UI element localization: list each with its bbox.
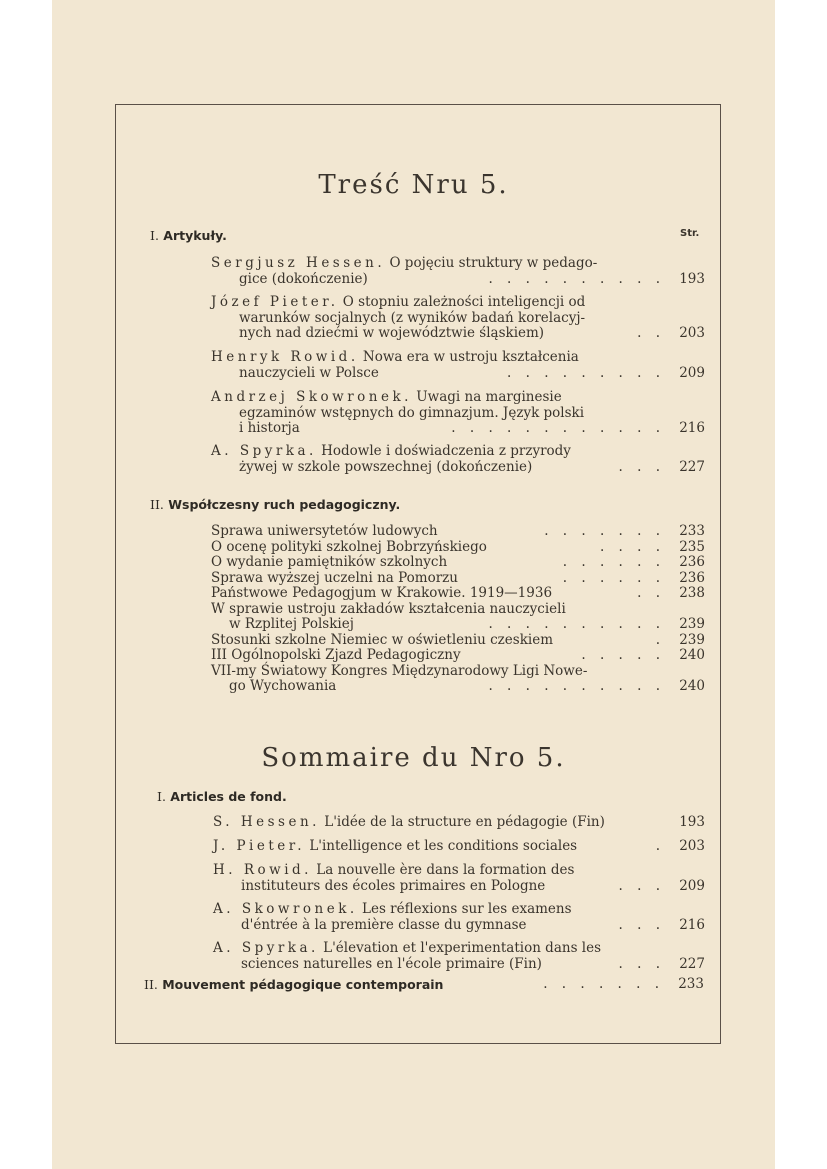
- pl-article-4-line-2: [211, 406, 705, 422]
- pl-section-2-label: Współczesny ruch pedagogiczny.: [168, 497, 401, 512]
- movement-item-line-1: [211, 586, 705, 602]
- pl-article-4: [211, 390, 705, 437]
- article-title-part: L'intelligence et les conditions sociales: [309, 838, 578, 854]
- fr-article-3: [213, 863, 705, 894]
- movement-item-line-1: [211, 648, 705, 664]
- pl-article-1-line-2: [211, 272, 705, 288]
- fr-article-4-line-2: [213, 918, 705, 934]
- pl-article-1-line-1: [211, 256, 705, 272]
- movement-item-dots: . . . . . .: [562, 554, 665, 570]
- pl-article-2-line-1: [211, 295, 705, 311]
- pl-movement-item-6: [211, 602, 705, 633]
- article-author: H. Rowid.: [213, 862, 312, 878]
- pl-article-2-line-2: [211, 311, 705, 327]
- pl-article-5: [211, 444, 705, 475]
- article-title-part: i historja: [239, 420, 300, 436]
- article-line-text: [213, 863, 574, 879]
- fr-article-2-line-1: [213, 839, 705, 855]
- article-author: A. Spyrka.: [211, 443, 317, 459]
- movement-item-line-1: [211, 571, 705, 587]
- fr-section-2-dots: . . . . . . .: [543, 976, 664, 992]
- movement-item-dots: . . . . .: [581, 647, 665, 663]
- article-line-text: [211, 326, 544, 342]
- movement-item-text: III Ogólnopolski Zjazd Pedagogiczny: [211, 647, 461, 663]
- article-line-text: [211, 444, 571, 460]
- movement-item-line-1: [211, 664, 705, 680]
- polish-title: Treść Nru 5.: [318, 170, 509, 200]
- article-page-number: 216: [679, 916, 705, 933]
- pl-article-2-line-3: [211, 326, 705, 342]
- article-title-part: gice (dokończenie): [239, 270, 368, 287]
- fr-article-4-line-1: [213, 902, 705, 918]
- article-title-part: L'élevation et l'experimentation dans les: [323, 940, 602, 956]
- article-author: J. Pieter.: [213, 838, 306, 854]
- article-line-text: [213, 941, 601, 957]
- article-page-number: 203: [679, 325, 705, 341]
- article-page-number: 203: [679, 838, 705, 854]
- article-dots: .: [655, 838, 665, 854]
- fr-section-2-page: 233: [678, 976, 704, 992]
- article-title-part: Hodowle i doświadczenia z przyrody: [321, 443, 571, 459]
- fr-article-5-line-2: [213, 957, 705, 973]
- movement-item-page-number: 233: [679, 523, 705, 539]
- article-line-text: [213, 957, 542, 973]
- fr-article-4: [213, 902, 705, 933]
- article-author: S. Hessen.: [213, 814, 320, 830]
- pl-article-4-line-1: [211, 390, 705, 406]
- article-line-text: [211, 295, 585, 311]
- pl-movement-item-9: [211, 664, 705, 695]
- article-line-text: [213, 839, 577, 855]
- fr-article-2: [213, 839, 705, 855]
- pl-article-5-line-1: [211, 444, 705, 460]
- pl-article-2: [211, 295, 705, 342]
- pl-article-3: [211, 350, 705, 381]
- movement-item-page-number: 235: [679, 538, 705, 555]
- article-author: A. Skowronek.: [213, 901, 358, 917]
- article-line-text: [213, 902, 572, 918]
- article-line-text: [213, 879, 545, 895]
- movement-item-page-number: 240: [679, 647, 705, 663]
- article-title-part: La nouvelle ère dans la formation des: [316, 862, 575, 878]
- movement-item-line-2: [211, 679, 705, 695]
- article-title-part: sciences naturelles en l'école primaire (Fin): [241, 955, 542, 972]
- movement-item-dots: . . . .: [599, 538, 665, 555]
- article-dots: . . .: [618, 916, 665, 933]
- article-line-text: [211, 311, 585, 327]
- movement-item-text: O wydanie pamiętników szkolnych: [211, 554, 448, 570]
- article-line-text: [211, 406, 584, 422]
- page-column-label: Str.: [680, 228, 700, 239]
- article-title-part: Uwagi na marginesie: [416, 389, 562, 405]
- movement-item-line-1: [211, 540, 705, 556]
- fr-section-1-number: I.: [157, 789, 166, 804]
- article-author: Henryk Rowid.: [211, 349, 359, 365]
- movement-item-text: Stosunki szkolne Niemiec w oświetleniu czeskiem: [211, 631, 554, 648]
- movement-item-dots: . . . . . .: [562, 569, 665, 586]
- movement-item-line-2: [211, 617, 705, 633]
- fr-section-2-number: II.: [144, 977, 158, 992]
- fr-section-2-label: Mouvement pédagogique contemporain: [162, 977, 444, 992]
- article-dots: . . . . . . . . .: [507, 364, 665, 381]
- movement-item-page-number: 239: [679, 616, 705, 632]
- movement-item-line-1: [211, 602, 705, 618]
- pl-movement-item-1: [211, 524, 705, 540]
- fr-section-1-label: Articles de fond.: [170, 789, 287, 804]
- fr-section-2-heading: [144, 977, 704, 993]
- article-title-part: O stopniu zależności inteligencji od: [342, 294, 586, 310]
- article-title-part: Les réflexions sur les examens: [361, 901, 572, 917]
- movement-item-text: W sprawie ustroju zakładów kształcenia nauczycieli: [211, 600, 566, 617]
- movement-item-page-number: 236: [679, 569, 705, 586]
- article-author: Sergjusz Hessen.: [211, 255, 386, 271]
- fr-article-5: [213, 941, 705, 972]
- movement-item-dots: . .: [637, 585, 665, 601]
- movement-item-dots: . . . . . . . . . .: [488, 616, 665, 632]
- article-title-part: instituteurs des écoles primaires en Pologne: [241, 877, 546, 894]
- article-dots: . . . . . . . . . .: [488, 270, 665, 287]
- pl-section-1-heading: [150, 228, 227, 243]
- movement-item-page-number: 236: [679, 554, 705, 570]
- movement-item-dots: .: [655, 631, 665, 648]
- article-line-text: [211, 421, 300, 437]
- pl-section-1-label: Artykuły.: [163, 228, 227, 243]
- fr-section-1-heading: [157, 789, 287, 804]
- french-title: Sommaire du Nro 5.: [261, 743, 566, 773]
- pl-movement-item-7: [211, 633, 705, 649]
- movement-item-text: Państwowe Pedagogjum w Krakowie. 1919—1936: [211, 585, 553, 601]
- movement-item-dots: . . . . . . . . . .: [488, 678, 665, 694]
- article-dots: . . .: [618, 877, 665, 894]
- article-title-part: egzaminów wstępnych do gimnazjum. Język polski: [239, 404, 585, 421]
- pl-movement-item-2: [211, 540, 705, 556]
- pl-movement-item-5: [211, 586, 705, 602]
- movement-item-text: Sprawa uniwersytetów ludowych: [211, 523, 438, 539]
- article-page-number: 227: [679, 458, 705, 475]
- movement-item-dots: . . . . . . .: [544, 523, 665, 539]
- article-page-number: 209: [679, 364, 705, 381]
- article-dots: . . .: [618, 955, 665, 972]
- movement-item-text: O ocenę polityki szkolnej Bobrzyńskiego: [211, 538, 487, 555]
- article-line-text: [211, 350, 579, 366]
- movement-item-page-number: 238: [679, 585, 705, 601]
- article-dots: . . .: [618, 458, 665, 475]
- movement-item-line-1: [211, 524, 705, 540]
- article-page-number: 227: [679, 955, 705, 972]
- pl-article-3-line-2: [211, 366, 705, 382]
- pl-article-5-line-2: [211, 460, 705, 476]
- fr-article-3-line-2: [213, 879, 705, 895]
- article-title-part: żywej w szkole powszechnej (dokończenie): [239, 458, 533, 475]
- movement-item-text: Sprawa wyższej uczelni na Pomorzu: [211, 569, 458, 586]
- movement-item-line-1: [211, 555, 705, 571]
- article-author: Andrzej Skowronek.: [211, 389, 412, 405]
- article-author: A. Spyrka.: [213, 940, 319, 956]
- movement-item-continuation: w Rzplitej Polskiej: [229, 616, 354, 632]
- pl-section-1-number: I.: [150, 228, 159, 243]
- article-dots: . . . . . . . . . . . .: [451, 420, 665, 436]
- pl-movement-item-8: [211, 648, 705, 664]
- article-page-number: 193: [679, 814, 705, 830]
- movement-item-line-1: [211, 633, 705, 649]
- article-title-part: d'éntrée à la première classe du gymnase: [241, 916, 527, 933]
- article-title-part: nych nad dziećmi w województwie śląskiem): [239, 325, 545, 341]
- article-title-part: nauczycieli w Polsce: [239, 364, 379, 381]
- article-line-text: [211, 366, 379, 382]
- pl-section-2-number: II.: [150, 497, 164, 512]
- article-page-number: 193: [679, 270, 705, 287]
- fr-article-5-line-1: [213, 941, 705, 957]
- pl-article-3-line-1: [211, 350, 705, 366]
- article-line-text: [211, 256, 597, 272]
- movement-item-page-number: 239: [679, 631, 705, 648]
- fr-article-1: [213, 815, 705, 831]
- pl-article-1: [211, 256, 705, 287]
- article-title-part: warunków socjalnych (z wyników badań korelacyj-: [239, 309, 586, 326]
- article-author: Józef Pieter.: [211, 294, 339, 310]
- article-dots: . .: [637, 325, 665, 341]
- article-title-part: L'idée de la structure en pédagogie (Fin): [324, 814, 605, 830]
- article-line-text: [213, 815, 605, 831]
- pl-section-2-heading: [150, 497, 400, 512]
- movement-item-continuation: go Wychowania: [229, 678, 337, 694]
- article-title-part: O pojęciu struktury w pedago-: [389, 255, 598, 271]
- article-title-part: Nowa era w ustroju kształcenia: [362, 349, 579, 365]
- article-page-number: 216: [679, 420, 705, 436]
- article-line-text: [211, 272, 368, 288]
- fr-article-3-line-1: [213, 863, 705, 879]
- pl-article-4-line-3: [211, 421, 705, 437]
- movement-item-text: VII-my Światowy Kongres Międzynarodowy Ligi Nowe-: [211, 662, 588, 679]
- pl-movement-item-4: [211, 571, 705, 587]
- article-line-text: [211, 460, 532, 476]
- article-line-text: [213, 918, 527, 934]
- movement-item-page-number: 240: [679, 678, 705, 694]
- fr-article-1-line-1: [213, 815, 705, 831]
- article-line-text: [211, 390, 562, 406]
- article-page-number: 209: [679, 877, 705, 894]
- pl-movement-item-3: [211, 555, 705, 571]
